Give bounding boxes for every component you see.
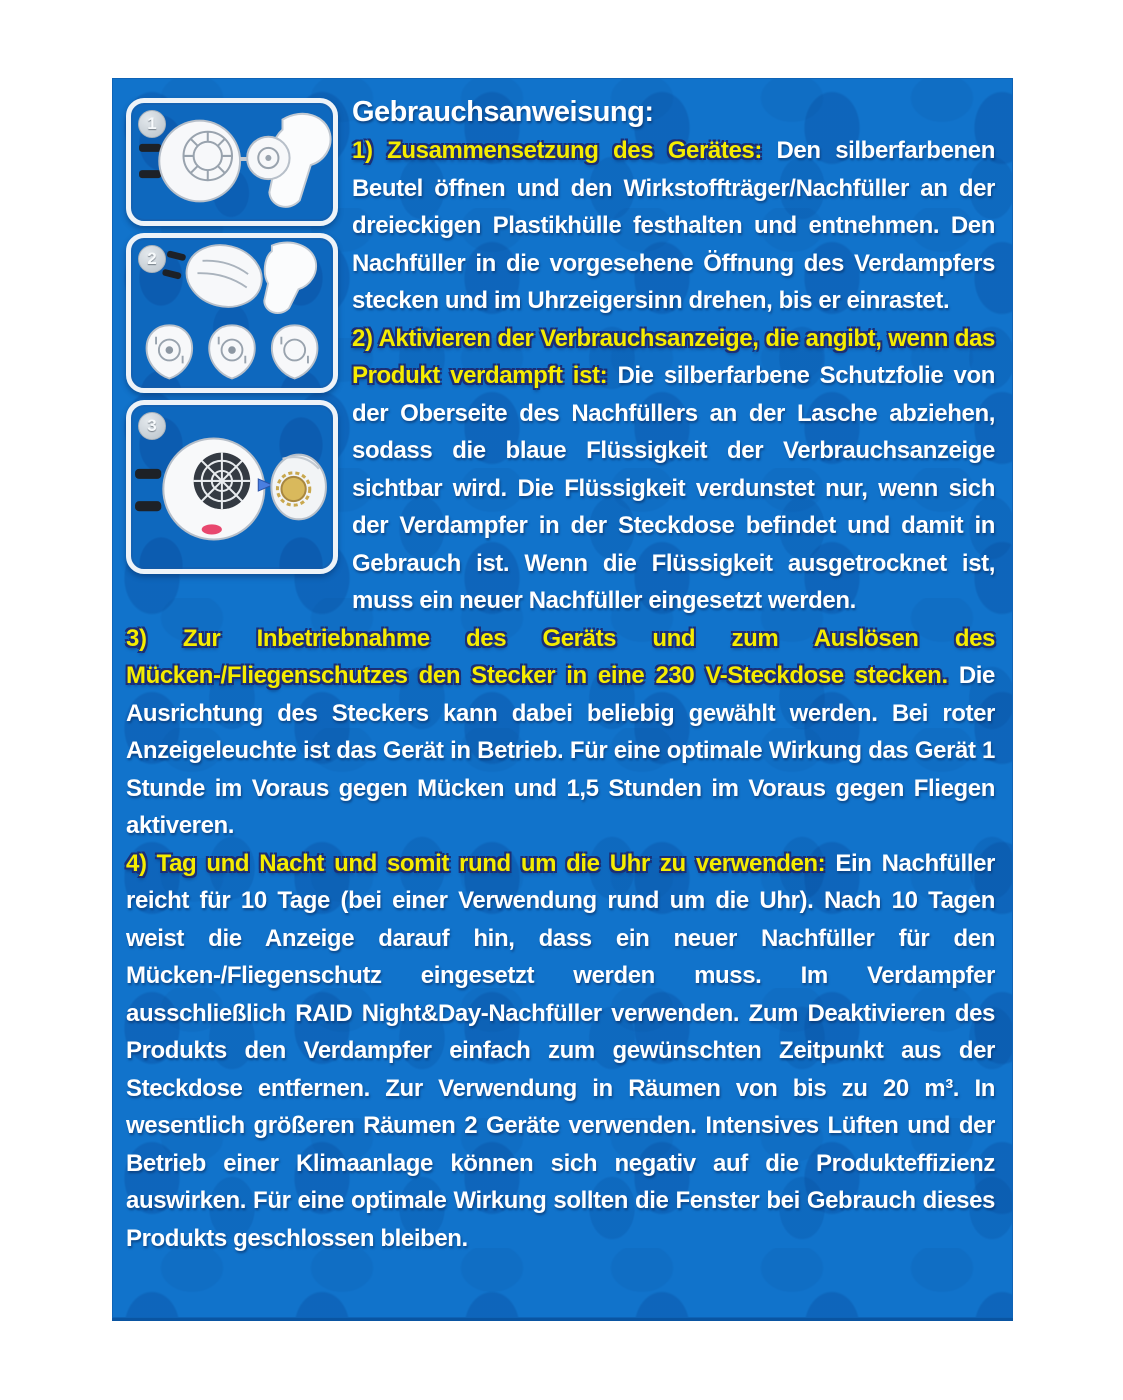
section-2-heading: 2) Aktivieren der Verbrauchsanzeige, die angibt, wenn das Produkt verdampft ist: (352, 324, 995, 389)
step-3-badge: 3 (138, 412, 166, 440)
section-2-body: Die silberfarbene Schutzfolie von der Oberseite des Nachfüllers an der Lasche abziehen, sodass die blaue Flüssigkeit der Verbrauchsanzeige sichtbar wird. Die Flüssigkeit verdunstet nur, wenn sich der Verdampfer in der Steckdose befindet und damit in Gebrauch ist. Wenn die Flüssigkeit ausgetrocknet ist, muss ein neuer Nachfüller eingesetzt werden. (352, 362, 995, 614)
panel-content (112, 78, 1013, 1273)
section-4 (126, 845, 995, 1258)
figure-column (126, 98, 338, 581)
step-1-badge: 1 (138, 110, 166, 138)
section-1-heading: 1) Zusammensetzung des Gerätes: (352, 137, 762, 164)
section-3 (126, 620, 995, 845)
figure-step-3 (126, 400, 338, 574)
figure-step-1 (126, 98, 338, 226)
page-title: Gebrauchsanweisung: (352, 96, 654, 128)
section-4-body: Ein Nachfüller reicht für 10 Tage (bei einer Verwendung rund um die Uhr). Nach 10 Tagen weist die Anzeige darauf hin, dass ein neuer Nachfüller für den Mücken-/Fliegenschutz eingesetzt werden muss. Im Verdampfer ausschließlich RAID Night&Day-Nachfüller verwenden. Zum Deaktivieren des Produkts den Verdampfer einfach zum gewünschten Zeitpunkt aus der Steckdose entfernen. Zur Verwendung in Räumen von bis zu 20 m³. In wesentlich größeren Räumen 2 Geräte verwenden. Intensives Lüften und der Betrieb einer Klimaanlage können sich negativ auf die Produkteffizienz auswirken. Für eine optimale Wirkung sollten die Fenster bei Gebrauch dieses Produkts geschlossen bleiben. (126, 849, 995, 1252)
step-2-badge: 2 (138, 245, 166, 273)
figure-step-2 (126, 233, 338, 393)
section-3-heading: 3) Zur Inbetriebnahme des Geräts und zum Auslösen des Mücken-/Fliegenschutzes den Stecker in eine 230 V-Steckdose stecken. (126, 624, 995, 689)
section-1-body: Den silberfarbenen Beutel öffnen und den Wirkstoffträger/Nachfüller an der dreieckigen Plastikhülle festhalten und entnehmen. Den Nachfüller in die vorgesehene Öffnung des Verdampfers stecken und im Uhrzeigersinn drehen, bis er einrastet. (352, 137, 995, 314)
instructions-panel (112, 78, 1013, 1321)
section-4-heading: 4) Tag und Nacht und somit rund um die Uhr zu verwenden: (126, 849, 826, 877)
section-3-body: Die Ausrichtung des Steckers kann dabei beliebig gewählt werden. Bei roter Anzeigeleuchte ist das Gerät in Betrieb. Für eine optimale Wirkung das Gerät 1 Stunde im Voraus gegen Mücken und 1,5 Stunden im Voraus gegen Fliegen aktiveren. (126, 662, 995, 839)
